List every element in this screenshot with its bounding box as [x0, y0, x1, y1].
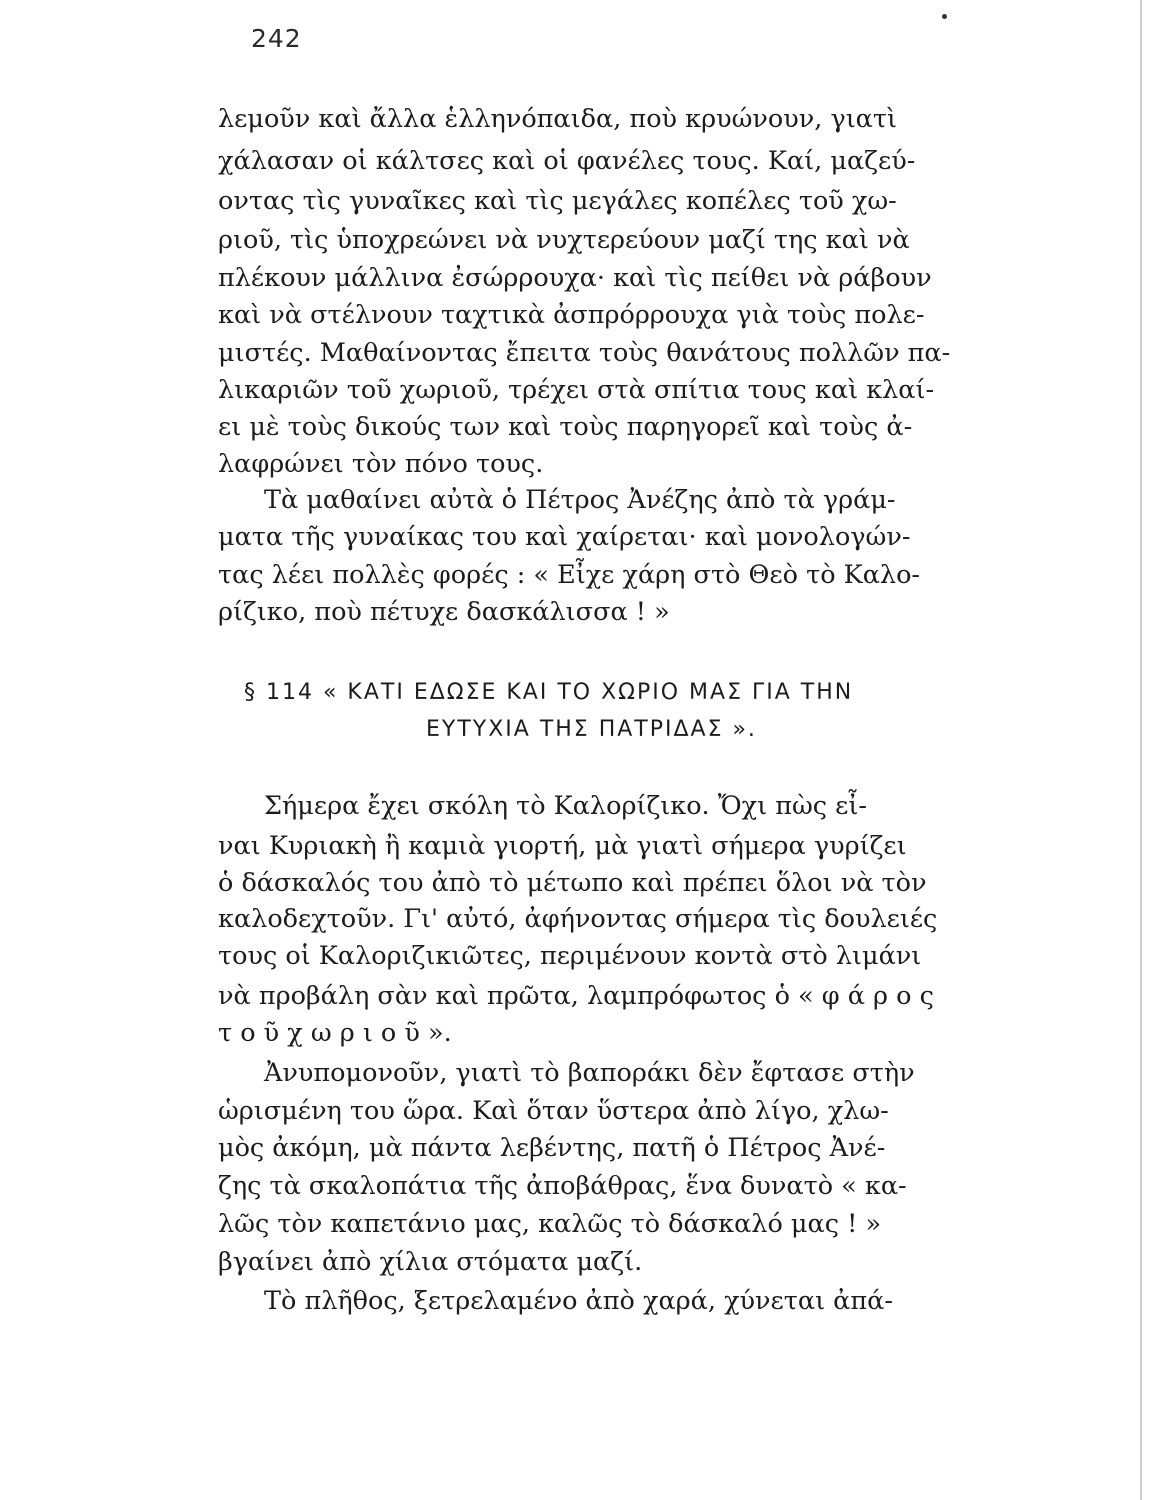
paragraph-1-line: ει μὲ τοὺς δικούς των καὶ τοὺς παρηγορεῖ καὶ τοὺς ἀ-	[218, 412, 913, 442]
paragraph-3-line: καλοδεχτοῦν. Γι' αὐτό, ἀφήνοντας σήμερα τὶς δουλειές	[218, 904, 938, 934]
paragraph-4-line: Ἀνυπομονοῦν, γιατὶ τὸ βαποράκι δὲν ἔφτασε στὴν	[264, 1058, 915, 1088]
paragraph-3-line: Σήμερα ἔχει σκόλη τὸ Καλορίζικο. Ὄχι πὼς εἶ-	[264, 791, 867, 821]
paragraph-2-line: ματα τῆς γυναίκας του καὶ χαίρεται· καὶ μονολογών-	[218, 522, 911, 552]
paragraph-2-line: ρίζικο, ποὺ πέτυχε δασκάλισσα ! »	[218, 597, 670, 627]
paragraph-4-line: βγαίνει ἀπὸ χίλια στόματα μαζί.	[218, 1247, 643, 1277]
paragraph-4-line: ὡρισμένη του ὥρα. Καὶ ὅταν ὕστερα ἀπὸ λίγο, χλω-	[218, 1096, 889, 1126]
paragraph-4-line: λῶς τὸν καπετάνιο μας, καλῶς τὸ δάσκαλό μας ! »	[218, 1209, 882, 1239]
section-heading-line-2: ΕΥΤΥΧΙΑ ΤΗΣ ΠΑΤΡΙΔΑΣ ».	[426, 717, 757, 742]
ink-speck	[942, 14, 947, 19]
paragraph-1-line: λικαριῶν τοῦ χωριοῦ, τρέχει στὰ σπίτια τους καὶ κλαί-	[218, 375, 935, 405]
paragraph-1-line: οντας τὶς γυναῖκες καὶ τὶς μεγάλες κοπέλες τοῦ χω-	[218, 186, 897, 216]
section-heading-line-1: § 114 « ΚΑΤΙ ΕΔΩΣΕ ΚΑΙ ΤΟ ΧΩΡΙΟ ΜΑΣ ΓΙΑ ΤΗΝ	[244, 680, 854, 705]
paragraph-1-line: πλέκουν μάλλινα ἐσώρρουχα· καὶ τὶς πείθει νὰ ράβουν	[218, 263, 932, 293]
paragraph-1-line: χάλασαν οἱ κάλτσες καὶ οἱ φανέλες τους. Καί, μαζεύ-	[218, 146, 916, 176]
paragraph-2-line: Τὰ μαθαίνει αὐτὰ ὁ Πέτρος Ἀνέζης ἀπὸ τὰ γράμ-	[264, 485, 896, 515]
paragraph-3-line: τ ο ῦ χ ω ρ ι ο ῦ ».	[218, 1018, 452, 1048]
paragraph-3-line: ναι Κυριακὴ ἢ καμιὰ γιορτή, μὰ γιατὶ σήμερα γυρίζει	[218, 831, 907, 861]
paragraph-1-line: ριοῦ, τὶς ὑποχρεώνει νὰ νυχτερεύουν μαζί της καὶ νὰ	[218, 225, 910, 255]
paragraph-5-line: Τὸ πλῆθος, ξετρελαμένο ἀπὸ χαρά, χύνεται ἀπά-	[264, 1286, 893, 1316]
paragraph-1-line: καὶ νὰ στέλνουν ταχτικὰ ἀσπρόρρουχα γιὰ τοὺς πολε-	[218, 300, 925, 330]
paragraph-3-line: νὰ προβάλη σὰν καὶ πρῶτα, λαμπρόφωτος ὁ « φ ά ρ ο ς	[218, 981, 934, 1011]
paragraph-2-line: τας λέει πολλὲς φορές : « Εἶχε χάρη στὸ Θεὸ τὸ Καλο-	[218, 560, 921, 590]
paragraph-4-line: ζης τὰ σκαλοπάτια τῆς ἀποβάθρας, ἕνα δυνατὸ « κα-	[218, 1171, 907, 1201]
page-number: 242	[251, 24, 302, 53]
paragraph-4-line: μὸς ἀκόμη, μὰ πάντα λεβέντης, πατῆ ὁ Πέτρος Ἀνέ-	[218, 1133, 886, 1163]
paragraph-1-line: λαφρώνει τὸν πόνο τους.	[218, 449, 544, 479]
paragraph-3-line: τους οἱ Καλοριζικιῶτες, περιμένουν κοντὰ στὸ λιμάνι	[218, 941, 922, 971]
paragraph-3-line: ὁ δάσκαλός του ἀπὸ τὸ μέτωπο καὶ πρέπει ὅλοι νὰ τὸν	[218, 868, 927, 898]
page-edge-line	[1140, 0, 1142, 1500]
paragraph-1-line: μιστές. Μαθαίνοντας ἔπειτα τοὺς θανάτους πολλῶν πα-	[218, 338, 951, 368]
paragraph-1-line: λεμοῦν καὶ ἄλλα ἑλληνόπαιδα, ποὺ κρυώνουν, γιατὶ	[218, 104, 898, 134]
